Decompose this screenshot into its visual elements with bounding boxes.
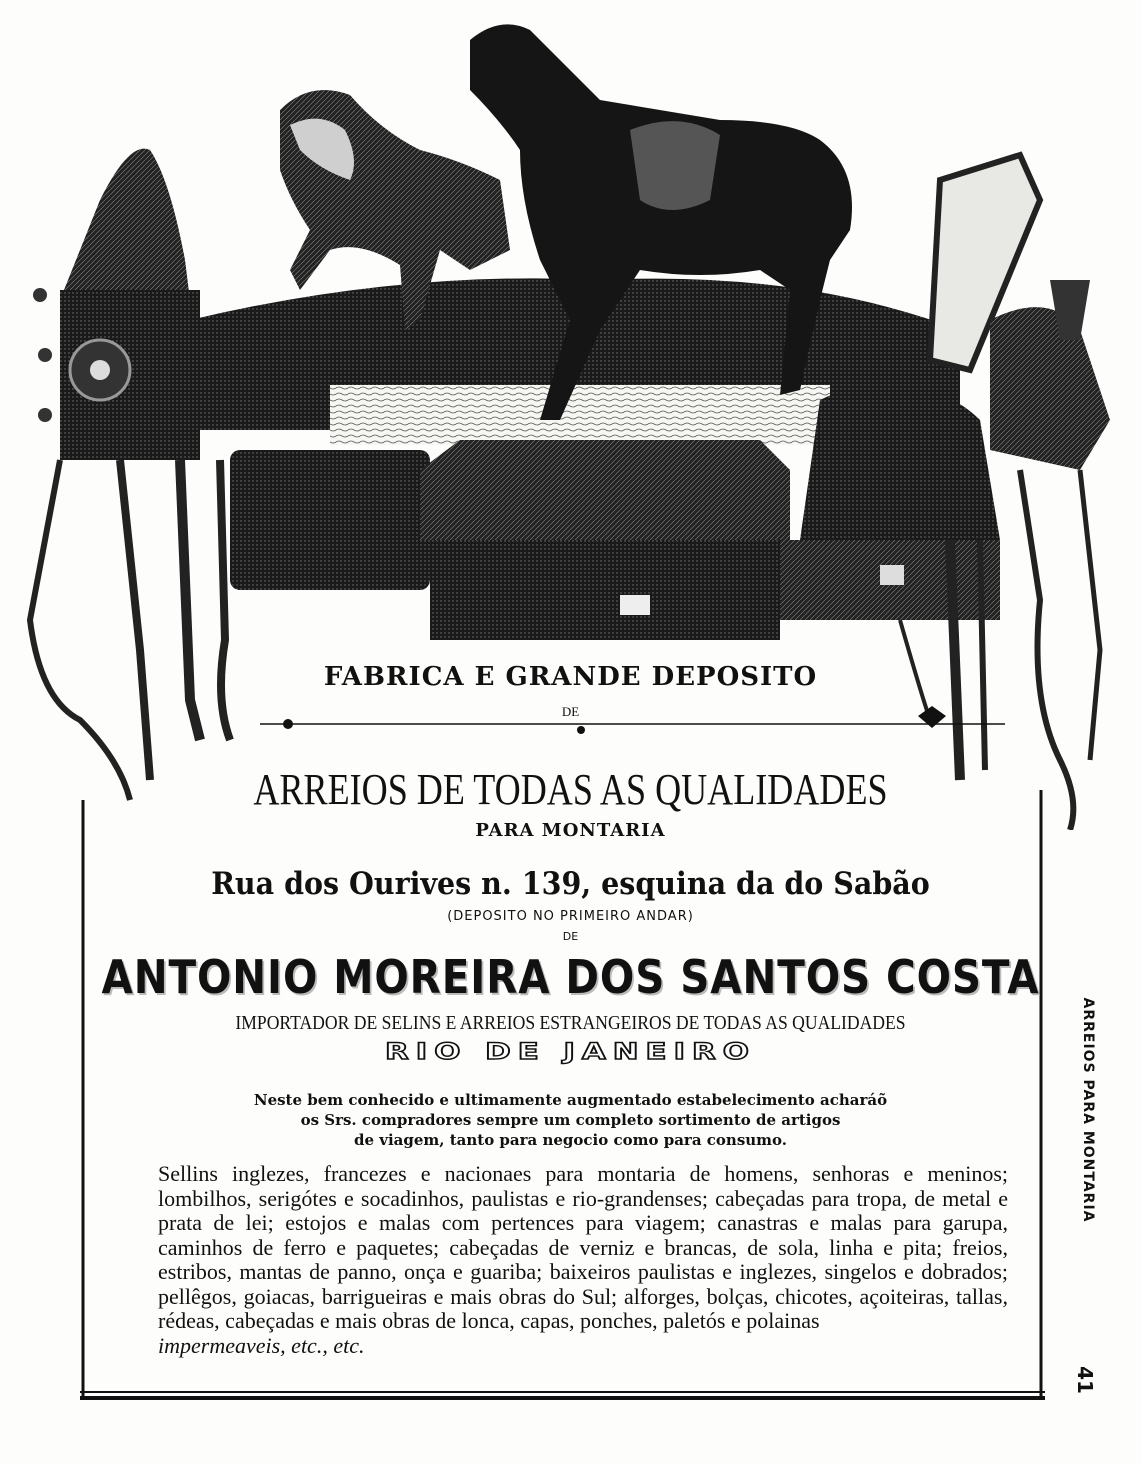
- intro-line-3: de viagem, tanto para negocio como para consumo.: [353, 1131, 787, 1149]
- owner-city: RIO DE JANEIRO: [385, 1040, 756, 1065]
- heading-de-small: DE: [561, 704, 580, 719]
- intro-line-1: Neste bem conhecido e ultimamente augmentado estabelecimento acharáõ: [253, 1091, 888, 1109]
- page-number-text: 41: [1073, 1366, 1097, 1394]
- address-note: (DEPOSITO NO PRIMEIRO ANDAR): [447, 909, 694, 924]
- bridle-rack-left-icon: [30, 149, 230, 800]
- intro-line-2: os Srs. compradores sempre um completo sortimento de artigos: [300, 1111, 841, 1129]
- intro-paragraph: [0, 1090, 1141, 1150]
- side-label: [1073, 980, 1103, 1240]
- body-end: impermeaveis, etc., etc.: [158, 1332, 365, 1358]
- owner-name: ANTONIO MOREIRA DOS SANTOS COSTA: [101, 950, 1040, 1004]
- body-paragraph: [158, 1162, 1008, 1358]
- side-label-text: ARREIOS PARA MONTARIA: [1080, 997, 1096, 1223]
- body-text: Sellins inglezes, francezes e nacionaes para montaria de homens, senhoras e meninos; lombilhos, serigótes e socadinhos, paulistas e rio-grandenses; cabeçadas para tropa, de metal e prata de lei; estojos e malas com pertences para viagem; canastras e malas para garupa, caminhos de ferro e paquetes; cabeçadas de verniz e brancas, de sola, linha e pita; freios, estribos, mantas de panno, onça e guariba; baixeiros paulistas e inglezes, singelos e dobrados; pellêgos, goiacas, barrigueiras e mais obras do Sul; alforges, bolças, chicotes, açoiteiras, tallas, rédeas, cabeçadas e mais obras de lonca, capas, ponches, paletós e polainas: [158, 1161, 1008, 1333]
- address-street: Rua dos Ourives n. 139, esquina da do Sabão: [211, 866, 930, 902]
- heading-arreios: ARREIOS DE TODAS AS QUALIDADES: [253, 765, 888, 814]
- heading-para-montaria: PARA MONTARIA: [475, 820, 666, 841]
- page-number: [1068, 1365, 1102, 1395]
- bag-saddle-right-icon: [800, 155, 1110, 830]
- address-de: DE: [562, 930, 579, 943]
- owner-role: IMPORTADOR DE SELINS E ARREIOS ESTRANGEIROS DE TODAS AS QUALIDADES: [235, 1012, 906, 1034]
- heading-fabrica: FABRICA E GRANDE DEPOSITO: [323, 662, 818, 692]
